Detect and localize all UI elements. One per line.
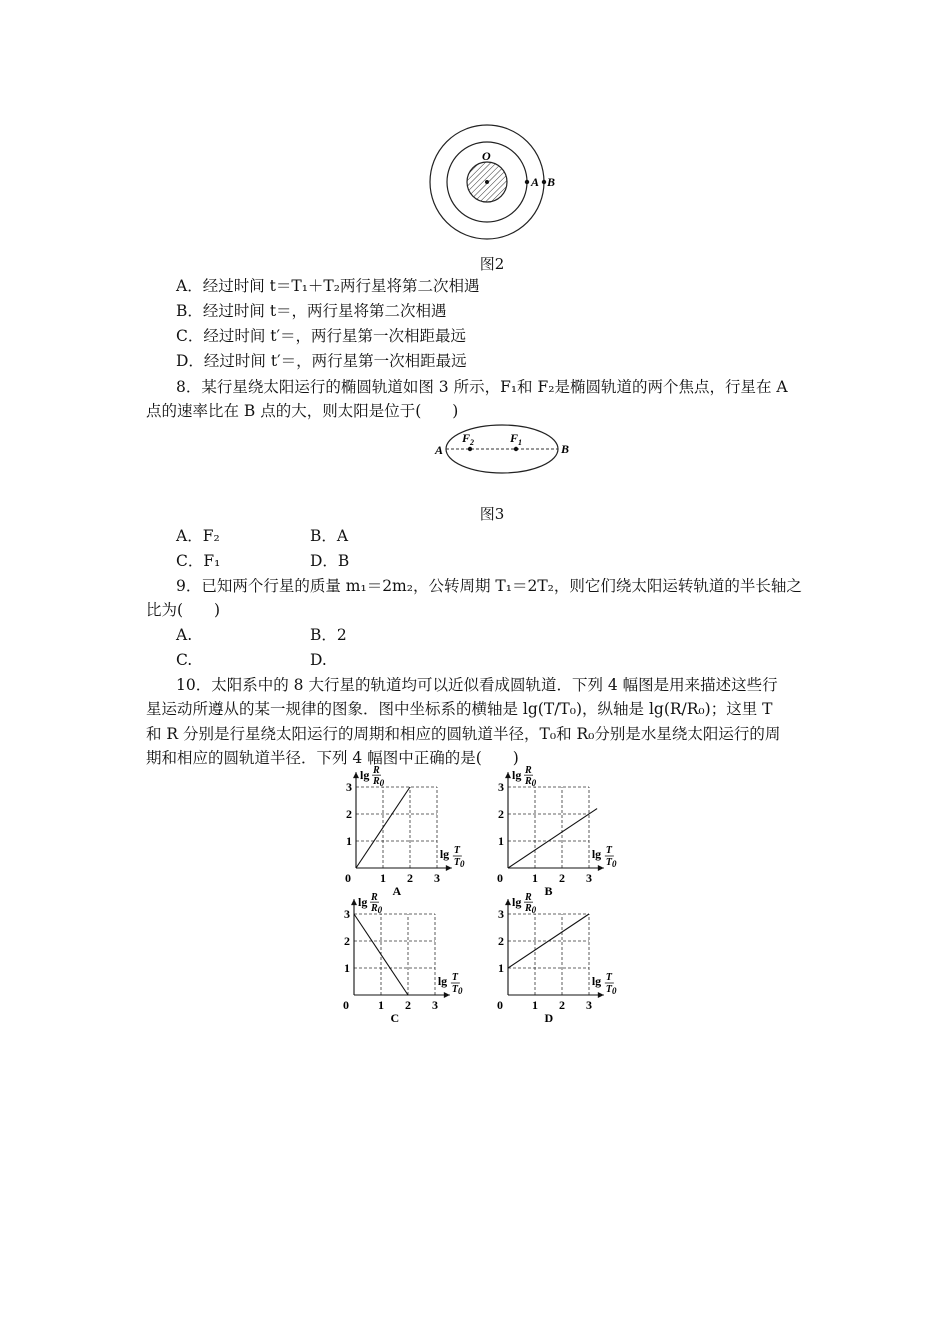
q7-option-b: B．经过时间 t＝，两行星将第二次相遇 (176, 302, 447, 320)
q7-option-d: D．经过时间 t′＝，两行星第一次相距最远 (176, 352, 467, 370)
graph-panel-a (345, 765, 465, 898)
x-label-den-sub: 0 (459, 859, 465, 869)
origin-label: 0 (343, 998, 349, 1012)
y-axis-label (512, 892, 537, 915)
y-axis-label (360, 765, 385, 788)
figure-3-caption: 图3 (479, 505, 505, 523)
x-tick-label: 1 (532, 871, 538, 885)
q8-option-b: B．A (310, 527, 349, 545)
x-label-num: T (453, 845, 460, 856)
x-tick-label: 1 (532, 998, 538, 1012)
q9-stem-line1: 9．已知两个行星的质量 m₁＝2m₂，公转周期 T₁＝2T₂，则它们绕太阳运转轨道的半长轴之 (176, 577, 802, 595)
point-b-label: B (561, 442, 570, 456)
y-label-den-sub: 0 (531, 905, 537, 916)
q10-stem-line4: 期和相应的圆轨道半径．下列 4 幅图中正确的是( ) (146, 749, 519, 767)
panel-label: D (544, 1011, 554, 1025)
focus-f2-dot (468, 447, 472, 451)
q9-option-d: D. (310, 651, 327, 669)
x-axis-arrow (598, 992, 604, 998)
x-label-lg: lg (591, 847, 602, 861)
x-label-den-sub: 0 (457, 986, 463, 996)
figure-2-caption: 图2 (479, 255, 505, 273)
x-label-den-sub: 0 (611, 986, 617, 996)
graphs-figure (340, 765, 640, 1025)
y-label-num: R (525, 765, 532, 777)
x-label-den: T0 (453, 857, 465, 869)
y-label-lg: lg (512, 895, 522, 910)
x-label-lg: lg (439, 847, 450, 861)
x-tick-label: 2 (559, 998, 565, 1012)
x-tick-label: 1 (380, 871, 386, 885)
y-tick-label: 2 (344, 934, 350, 948)
y-tick-label: 3 (498, 907, 504, 921)
graph-panel-b (497, 765, 617, 898)
panel-label: A (392, 884, 402, 898)
x-label-lg: lg (437, 974, 448, 988)
x-label-den: T0 (451, 984, 463, 996)
x-tick-label: 1 (378, 998, 384, 1012)
q9-option-b: B．2 (310, 626, 347, 644)
y-label-den: R0 (525, 776, 537, 789)
y-axis-arrow (505, 772, 511, 778)
x-axis-arrow (444, 992, 450, 998)
q10-stem-line2: 星运动所遵从的某一规律的图象．图中坐标系的横轴是 lg(T/T₀)，纵轴是 lg(R/R₀)；这里 T (146, 700, 773, 718)
label-o: O (482, 149, 491, 163)
y-label-lg: lg (512, 768, 522, 783)
q7-option-a: A．经过时间 t＝T₁＋T₂两行星将第二次相遇 (176, 277, 480, 295)
y-axis-label (358, 892, 383, 915)
x-tick-label: 2 (405, 998, 411, 1012)
y-axis-arrow (505, 899, 511, 905)
center-dot (485, 180, 489, 184)
q10-stem-line1: 10．太阳系中的 8 大行星的轨道均可以近似看成圆轨道．下列 4 幅图是用来描述这些行 (176, 676, 778, 694)
x-label-den-sub: 0 (611, 859, 617, 869)
point-a (525, 180, 529, 184)
panel-label: B (544, 884, 553, 898)
x-axis-arrow (598, 865, 604, 871)
y-tick-label: 1 (498, 834, 504, 848)
x-tick-label: 3 (586, 871, 592, 885)
y-label-den: R0 (371, 903, 383, 916)
x-label-lg: lg (591, 974, 602, 988)
q9-stem-line2: 比为( ) (146, 601, 221, 619)
x-label-den: T0 (605, 984, 617, 996)
y-label-lg: lg (360, 768, 370, 783)
x-axis-label (592, 845, 617, 869)
y-label-lg: lg (358, 895, 368, 910)
point-b (542, 180, 546, 184)
y-label-den: R0 (373, 776, 385, 789)
panel-label: C (390, 1011, 400, 1025)
y-label-den-sub: 0 (377, 905, 383, 916)
focus-f2-label: $F_2$ (462, 431, 475, 447)
y-axis-arrow (353, 772, 359, 778)
y-tick-label: 3 (344, 907, 350, 921)
x-axis-arrow (446, 865, 452, 871)
graph-panel-c (343, 892, 463, 1025)
label-b: B (547, 175, 556, 189)
y-label-den-sub: 0 (379, 778, 385, 789)
y-tick-label: 1 (498, 961, 504, 975)
y-axis-arrow (351, 899, 357, 905)
origin-label: 0 (497, 998, 503, 1012)
y-tick-label: 2 (498, 934, 504, 948)
q10-stem-line3: 和 R 分别是行星绕太阳运行的周期和相应的圆轨道半径，T₀和 R₀分别是水星绕太阳运行的周 (146, 725, 781, 743)
origin-label: 0 (497, 871, 503, 885)
y-tick-label: 2 (498, 807, 504, 821)
y-tick-label: 1 (344, 961, 350, 975)
y-label-num: R (373, 765, 380, 777)
graph-panel-d (497, 892, 617, 1025)
y-label-num: R (525, 892, 532, 904)
y-axis-label (512, 765, 537, 788)
series-line (508, 809, 597, 868)
label-a: A (531, 175, 540, 189)
y-tick-label: 1 (346, 834, 352, 848)
q8-option-c: C．F₁ (176, 552, 221, 570)
q8-stem-line1: 8．某行星绕太阳运行的椭圆轨道如图 3 所示，F₁和 F₂是椭圆轨道的两个焦点，行星在 A (176, 378, 788, 396)
orbit-figure (422, 118, 556, 248)
focus-f1-dot (514, 447, 518, 451)
q7-option-c: C．经过时间 t′＝，两行星第一次相距最远 (176, 327, 467, 345)
y-tick-label: 3 (346, 780, 352, 794)
y-tick-label: 3 (498, 780, 504, 794)
q8-stem-line2: 点的速率比在 B 点的大，则太阳是位于( ) (146, 402, 459, 420)
y-tick-label: 2 (346, 807, 352, 821)
q9-option-a: A. (176, 626, 193, 644)
focus-f1-label: $F_1$ (510, 431, 523, 447)
x-tick-label: 3 (434, 871, 440, 885)
y-label-den: R0 (525, 903, 537, 916)
ellipse-orbit-figure (432, 424, 572, 480)
x-label-den: T0 (605, 857, 617, 869)
x-tick-label: 2 (407, 871, 413, 885)
origin-label: 0 (345, 871, 351, 885)
x-label-num: T (605, 972, 612, 983)
x-axis-label (438, 972, 463, 996)
x-tick-label: 3 (432, 998, 438, 1012)
x-axis-label (440, 845, 465, 869)
x-tick-label: 2 (559, 871, 565, 885)
q8-option-a: A．F₂ (176, 527, 220, 545)
x-label-num: T (605, 845, 612, 856)
x-label-num: T (451, 972, 458, 983)
q8-option-d: D．B (310, 552, 350, 570)
x-axis-label (592, 972, 617, 996)
y-label-num: R (371, 892, 378, 904)
y-label-den-sub: 0 (531, 778, 537, 789)
point-a-label: A (435, 443, 444, 457)
x-tick-label: 3 (586, 998, 592, 1012)
q9-option-c: C. (176, 651, 193, 669)
